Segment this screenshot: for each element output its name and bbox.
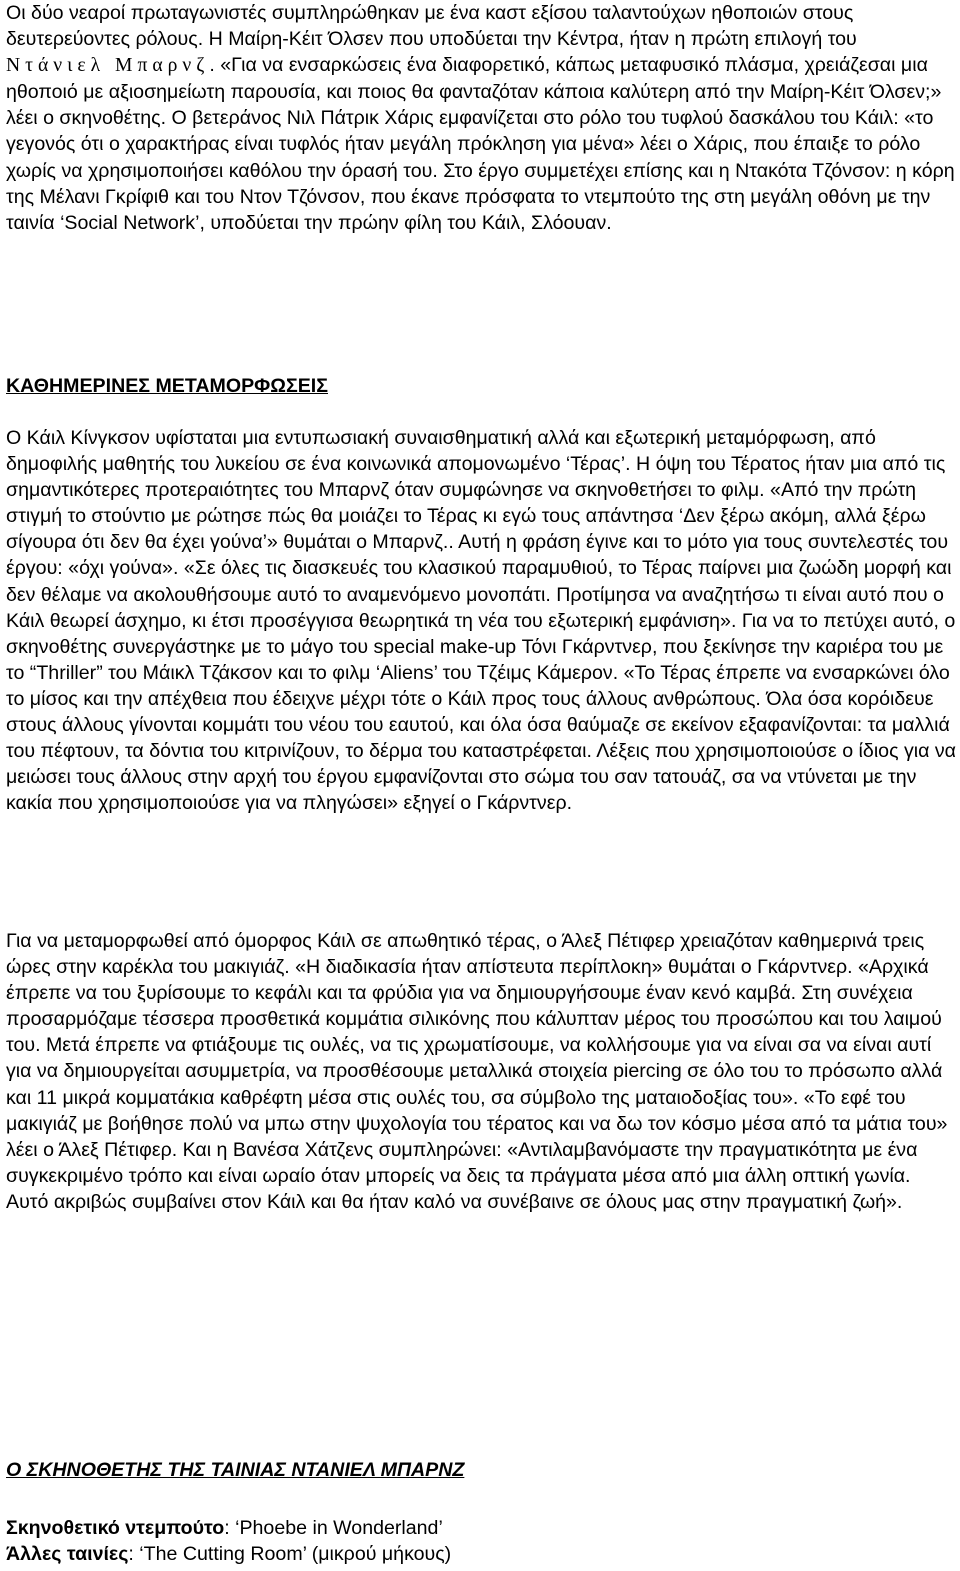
paragraph-makeup: Για να μεταμορφωθεί από όμορφος Κάιλ σε απωθητικό τέρας, ο Άλεξ Πέτιφερ χρειαζόταν καθημερινά τρεις ώρες στην καρέκλα του μακιγιάζ. «Η διαδικασία ήταν απίστευτα περίπλοκη» θυμάται ο Γκάρντνερ. «Αρχικά έπρεπε να του ξυρίσουμε το κεφάλι και τα φρύδια για να δημιουργήσουμε έναν κενό καμβά. Στη συνέχεια προσαρμόζαμε τέσσερα προσθετικά κομμάτια σιλικόνης που κάλυπταν μέρος του προσώπου και του λαιμού του. Μετά έπρεπε να φτιάξουμε τις ουλές, να τις χρωματίσουμε, να κολλήσουμε για να είναι σα να είναι αυτί για να δημιουργείται ασυμμετρία, να προσθέσουμε μεταλλικά στοιχεία piercing σε όλο του το πρόσωπο αλλά και 11 μικρά κομματάκια καθρέφτη μέσα στις ουλές του, σα σύμβολο της ματαιοδοξίας του». «Το εφέ του μακιγιάζ με βοήθησε πολύ να μπω στην ψυχολογία του τέρατος και να δω τον κόσμο μέσα από τα μάτια του» λέει ο Άλεξ Πέτιφερ. Και η Βανέσα Χάτζενς συμπληρώνει: «Αντιλαμβανόμαστε την πραγματικότητα με ένα συγκεκριμένο τρόπο και είναι ωραίο όταν μπορείς να δεις τα πράγματα μέσα από μια άλλη οπτική γωνία. Αυτό ακριβώς συμβαίνει στον Κάιλ και θα ήταν καλό να συνέβαινε σε όλους μας στην πραγματική ζωή». — [6, 930, 948, 1213]
director-name-serif: Ντάνιελ Μπαρνζ — [6, 55, 210, 77]
credit-label: Σκηνοθετικό ντεμπούτο — [6, 1517, 225, 1539]
credit-line-debut — [6, 1515, 451, 1541]
credit-value: ‘The Cutting Room’ (μικρού μήκους) — [139, 1543, 452, 1566]
credit-line-other — [6, 1541, 451, 1567]
credit-value: ‘Phoebe in Wonderland’ — [235, 1517, 443, 1539]
credit-label: Άλλες ταινίες — [6, 1543, 129, 1566]
paragraph-cast-text-before: Οι δύο νεαροί πρωταγωνιστές συμπληρώθηκαν με ένα καστ εξίσου ταλαντούχων ηθοποιών στους δευτερεύοντες ρόλους. Η Μαίρη-Κέιτ Όλσεν που υποδύεται την Κέντρα, ήταν η πρώτη επιλογή του — [6, 2, 857, 51]
credit-separator: : — [128, 1543, 140, 1566]
director-credits — [6, 1515, 451, 1567]
section-heading-director: Ο ΣΚΗΝΟΘΕΤΗΣ ΤΗΣ ΤΑΙΝΙΑΣ ΝΤΑΝΙΕΛ ΜΠΑΡΝΖ — [6, 1459, 465, 1481]
paragraph-cast-text-after: . «Για να ενσαρκώσεις ένα διαφορετικό, κάπως μεταφυσικό πλάσμα, χρειάζεσαι μια ηθοποιό με αξιοσημείωτη παρουσία, και ποιος θα φανταζόταν κάποια καλύτερη από την Μαίρη-Κέιτ Όλσεν;» λέει ο σκηνοθέτης. Ο βετεράνος Νιλ Πάτρικ Χάρις εμφανίζεται στο ρόλο του τυφλού δασκάλου του Κάιλ: «το γεγονός ότι ο χαρακτήρας είναι τυφλός ήταν μεγάλη πρόκληση για μένα» λέει ο Χάρις, που έπαιξε το ρόλο χωρίς να χρησιμοποιήσει καθόλου την όρασή του. Στο έργο συμμετέχει επίσης και η Ντακότα Τζόνσον: η κόρη της Μέλανι Γκρίφιθ και του Ντον Τζόνσον, που έκανε πρόσφατα το ντεμπούτο της στη μεγάλη οθόνη με την ταινία ‘Social Network’, υποδύεται την πρώην φίλη του Κάιλ, Σλόουαν. — [6, 54, 955, 234]
credit-separator: : — [224, 1517, 236, 1539]
section-heading-transformations: ΚΑΘΗΜΕΡΙΝΕΣ ΜΕΤΑΜΟΡΦΩΣΕΙΣ — [6, 375, 328, 397]
paragraph-transformation: Ο Κάιλ Κίνγκσον υφίσταται μια εντυπωσιακή συναισθηματική αλλά και εξωτερική μεταμόρφωση, από δημοφιλής μαθητής του λυκείου σε ένα κοινωνικά απομονωμένο ‘Τέρας’. Η όψη του Τέρατος ήταν μια από τις σημαντικότερες προτεραιότητες του Μπαρνζ όταν συμφώνησε να σκηνοθετήσει το φιλμ. «Από την πρώτη στιγμή το στούντιο με ρώτησε πώς θα μοιάζει το Τέρας κι εγώ τους απάντησα ‘Δεν ξέρω ακόμη, αλλά ξέρω σίγουρα ότι δεν θα έχει γούνα’» θυμάται ο Μπαρνζ.. Αυτή η φράση έγινε και το μότο για τους συντελεστές του έργου: «όχι γούνα». «Σε όλες τις διασκευές του κλασικού παραμυθιού, το Τέρας παίρνει μια ζωώδη μορφή και δεν θέλαμε να ακολουθήσουμε αυτό το αναμενόμενο μονοπάτι. Προτίμησα να αναζητήσω τι είναι αυτό που ο Κάιλ θεωρεί άσχημο, κι έτσι προσέγγισα θεωρητικά τη νέα του εξωτερική εμφάνιση». Για να το πετύχει αυτό, ο σκηνοθέτης συνεργάστηκε με το μάγο του special make-up Τόνι Γκάρντνερ, που ξεκίνησε την καριέρα του με το “Thriller” του Μάικλ Τζάκσον και το φιλμ ‘Aliens’ του Τζέιμς Κάμερον. «Το Τέρας έπρεπε να ενσαρκώνει όλο το μίσος και την απέχθεια που έδειχνε μέχρι τότε ο Κάιλ προς τους άλλους ανθρώπους. Όλα όσα κορόιδευε στους άλλους γίνονται κομμάτι του νέου του εαυτού, και όλα όσα θαύμαζε σε εκείνον εξαφανίζονται: τα μαλλιά του πέφτουν, τα δόντια του κιτρινίζουν, το δέρμα του καταστρέφεται. Λέξεις που χρησιμοποιούσε ο ίδιος για να μειώσει τους άλλους στην αρχή του έργου εμφανίζονται στο σώμα του σαν τατουάζ, σα να ντύνεται με την κακία που χρησιμοποιούσε για να πληγώσει» εξηγεί ο Γκάρντνερ. — [6, 427, 956, 815]
paragraph-cast — [6, 0, 956, 236]
